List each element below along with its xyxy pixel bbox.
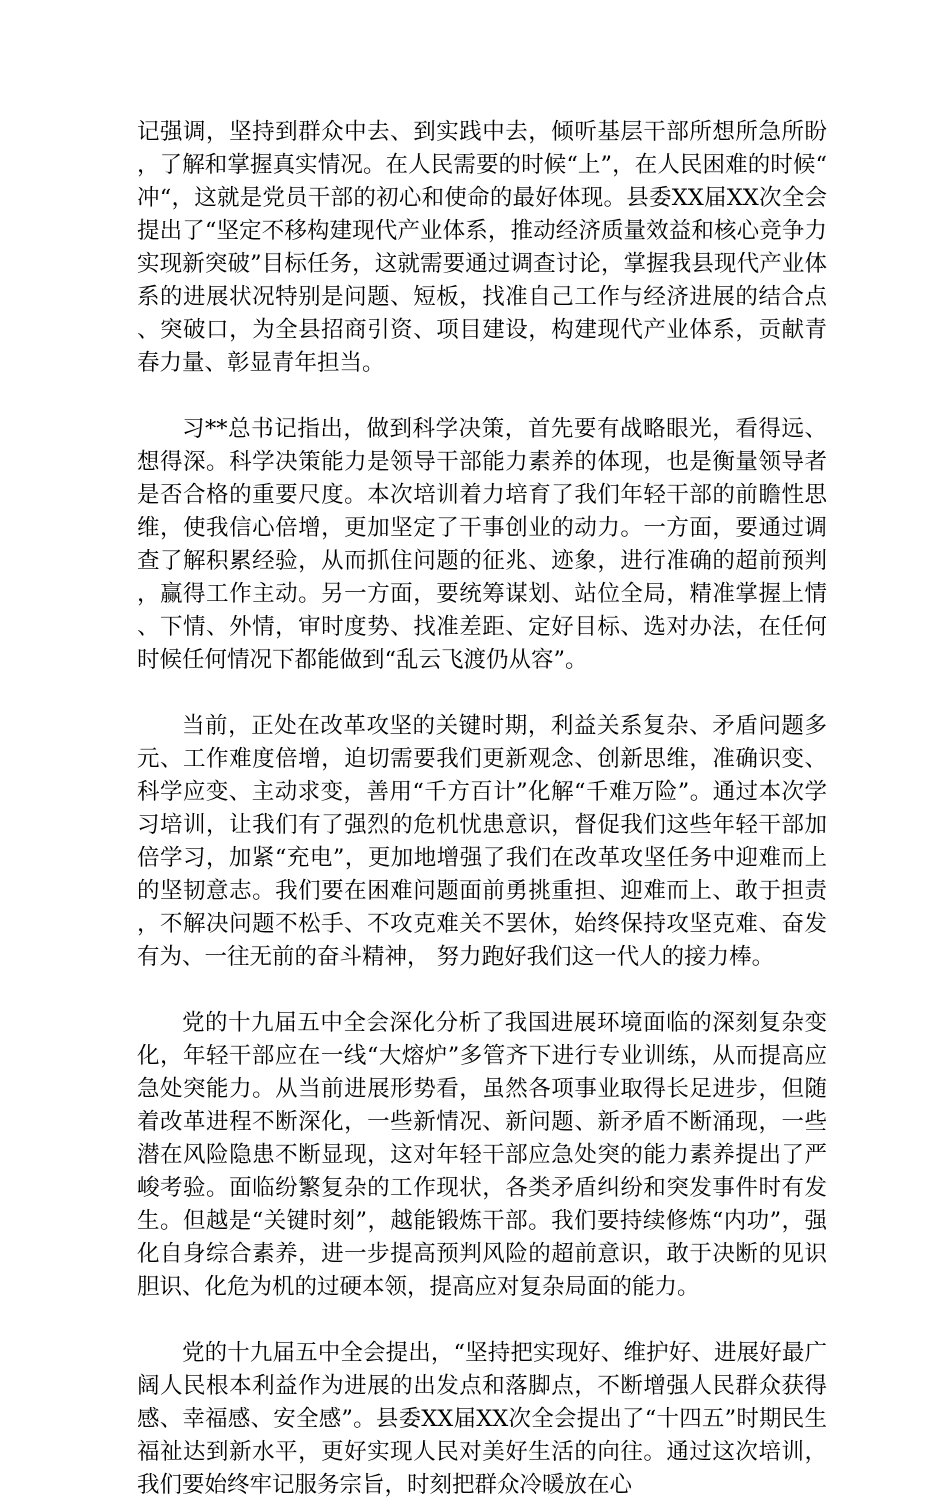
paragraph-3: 当前，正处在改革攻坚的关键时期，利益关系复杂、矛盾问题多元、工作难度倍增，迫切需要我们更新观念、创新思维，准确识变、科学应变、主动求变，善用“千方百计”化解“千难万险”。通过本次学习培训，让我们有了强烈的危机忧患意识，督促我们这些年轻干部加倍学习，加紧“充电”，更加地增强了我们在改革攻坚任务中迎难而上的坚韧意志。我们要在困难问题面前勇挑重担、迎难而上、敢于担责，不解决问题不松手、不攻克难关不罢休，始终保持攻坚克难、奋发有为、一往无前的奋斗精神， 努力跑好我们这一代人的接力棒。 (137, 713, 827, 970)
document-page (137, 116, 827, 1502)
paragraph-1: 记强调，坚持到群众中去、到实践中去，倾听基层干部所想所急所盼，了解和掌握真实情况。在人民需要的时候“上”，在人民困难的时候“冲“，这就是党员干部的初心和使命的最好体现。县委XX届XX次全会提出了“坚定不移构建现代产业体系，推动经济质量效益和核心竞争力实现新突破”目标任务，这就需要通过调查讨论，掌握我县现代产业体系的进展状况特别是问题、短板，找准自己工作与经济进展的结合点、突破口，为全县招商引资、项目建设，构建现代产业体系，贡献青春力量、彰显青年担当。 (137, 119, 827, 376)
paragraph-5: 党的十九届五中全会提出，“坚持把实现好、维护好、进展好最广阔人民根本利益作为进展的出发点和落脚点，不断增强人民群众获得感、幸福感、安全感”。县委XX届XX次全会提出了“十四五”时期民生福祉达到新水平，更好实现人民对美好生活的向往。通过这次培训，我们要始终牢记服务宗旨，时刻把群众冷暖放在心 (137, 1340, 827, 1498)
paragraph-4: 党的十九届五中全会深化分析了我国进展环境面临的深刻复杂变化，年轻干部应在一线“大熔炉”多管齐下进行专业训练，从而提高应急处突能力。从当前进展形势看，虽然各项事业取得长足进步，但随着改革进程不断深化，一些新情况、新问题、新矛盾不断涌现，一些潜在风险隐患不断显现，这对年轻干部应急处突的能力素养提出了严峻考验。面临纷繁复杂的工作现状，各类矛盾纠纷和突发事件时有发生。但越是“关键时刻”，越能锻炼干部。我们要持续修炼“内功”，强化自身综合素养，进一步提高预判风险的超前意识，敢于决断的见识胆识、化危为机的过硬本领，提高应对复杂局面的能力。 (137, 1010, 827, 1300)
paragraph-2: 习**总书记指出，做到科学决策，首先要有战略眼光，看得远、想得深。科学决策能力是领导干部能力素养的体现，也是衡量领导者是否合格的重要尺度。本次培训着力培育了我们年轻干部的前瞻性思维，使我信心倍增，更加坚定了干事创业的动力。一方面，要通过调查了解积累经验，从而抓住问题的征兆、迹象，进行准确的超前预判，赢得工作主动。另一方面，要统筹谋划、站位全局，精准掌握上情、下情、外情，审时度势、找准差距、定好目标、选对办法，在任何时候任何情况下都能做到“乱云飞渡仍从容”。 (137, 416, 827, 673)
